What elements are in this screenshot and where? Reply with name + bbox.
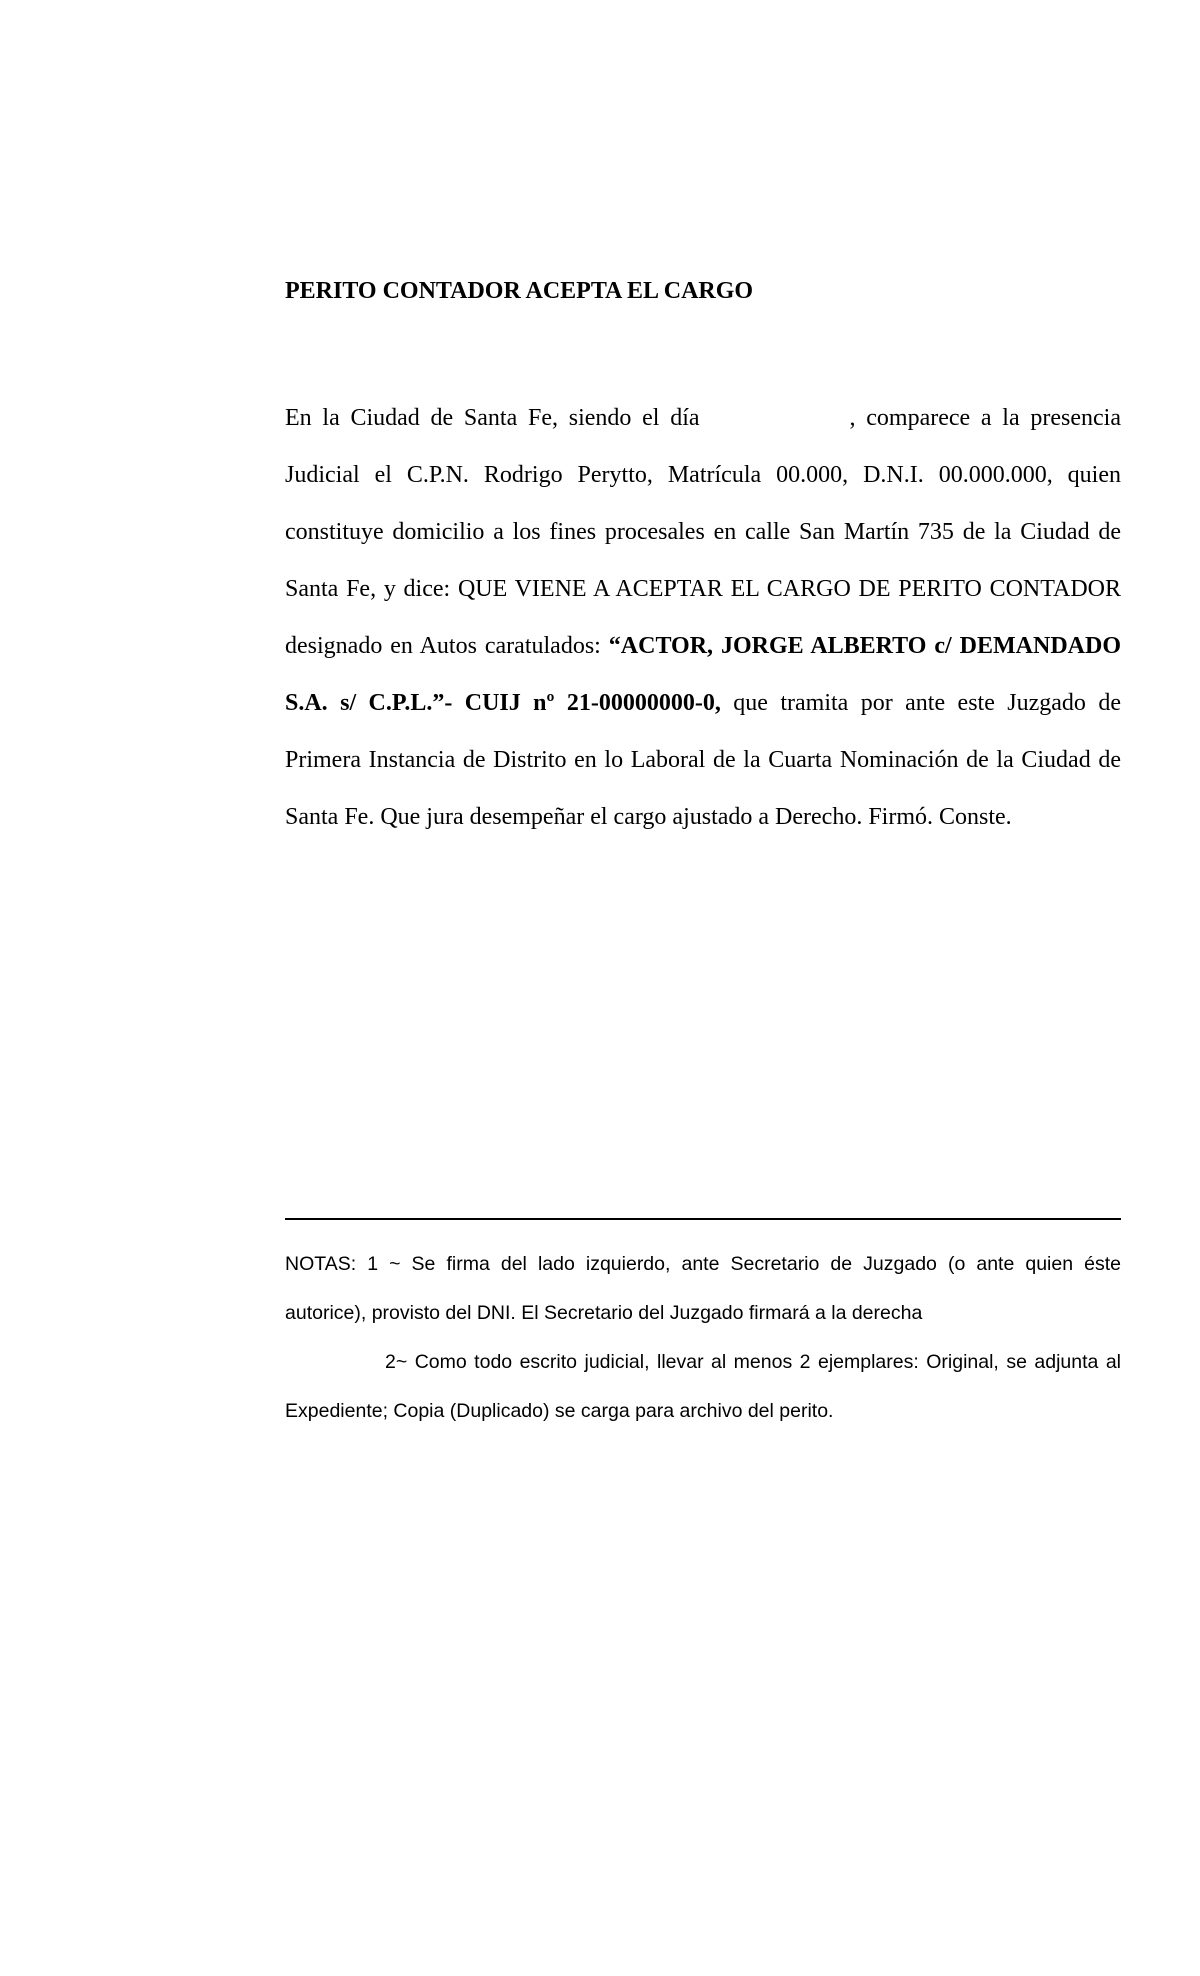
body-part-3: que tramita por ante este Juzgado de Primera Instancia de Distrito en lo Laboral de la Cuarta Nominación de la Ciudad de Santa Fe. Que jura desempeñar el cargo ajustado a Derecho. Firmó. Conste. (285, 690, 1121, 830)
notes-divider (285, 1218, 1121, 1220)
notes-section (285, 1240, 1121, 1436)
note-2: 2~ Como todo escrito judicial, llevar al menos 2 ejemplares: Original, se adjunta al Expediente; Copia (Duplicado) se carga para archivo del perito. (285, 1351, 1121, 1422)
case-caption: “ACTOR, JORGE ALBERTO c/ DEMANDADO S.A. s/ C.P.L.”- CUIJ nº 21-00000000-0, (285, 633, 1121, 716)
body-part-2: , comparece a la presencia Judicial el C.P.N. Rodrigo Perytto, Matrícula 00.000, D.N.I. 00.000.000, quien constituye domicilio a los fines procesales en calle San Martín 735 de la Ciudad de Santa Fe, y dice: QUE VIENE A ACEPTAR EL CARGO DE PERITO CONTADOR designado en Autos caratulados: (285, 405, 1121, 659)
body-part-1: En la Ciudad de Santa Fe, siendo el día (285, 405, 700, 431)
document-title: PERITO CONTADOR ACEPTA EL CARGO (285, 278, 754, 304)
acceptance-paragraph (285, 390, 1121, 846)
note-1: NOTAS: 1 ~ Se firma del lado izquierdo, ante Secretario de Juzgado (o ante quien éste autorice), provisto del DNI. El Secretario del Juzgado firmará a la derecha (285, 1253, 1121, 1324)
